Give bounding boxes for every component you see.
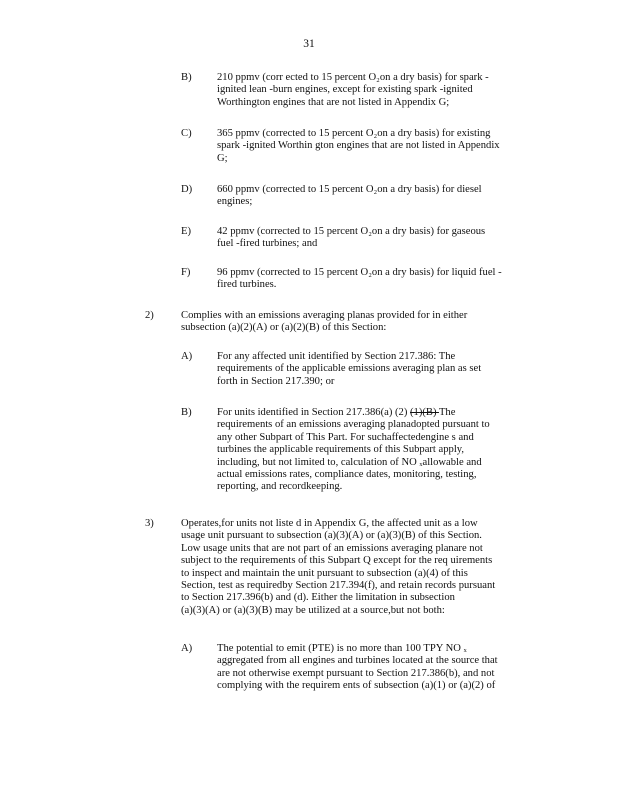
line-prefix: For units identified in Section 217.386(a) (2) <box>217 407 411 418</box>
paragraph-label: 2) <box>145 310 154 321</box>
text-line: complying with the requirem ents of subsection (a)(1) or (a)(2) of <box>217 680 496 692</box>
text-line: Complies with an emissions averaging planas provided for in either <box>181 310 468 321</box>
paragraph-text <box>181 518 495 617</box>
item-label: B) <box>181 72 192 83</box>
text-line <box>217 407 490 419</box>
text-line: actual emissions rates, compliance dates, monitoring, testing, <box>217 469 477 481</box>
line-suffix: The <box>438 407 456 418</box>
item-text <box>217 184 482 209</box>
text-line: fired turbines. <box>217 279 277 291</box>
text-line: aggregated from all engines and turbines located at the source that <box>217 655 498 667</box>
text-line: Section, test as requiredby Section 217.394(f), and retain records pursuant <box>181 580 496 592</box>
text-line: engines; <box>217 196 253 208</box>
item-text <box>217 351 481 388</box>
text-line: reporting, and recordkeeping. <box>217 481 343 493</box>
struck-text: (1)(B) <box>410 407 439 418</box>
text-line: ignited lean -burn engines, except for existing spark -ignited <box>217 84 473 96</box>
item-label: E) <box>181 226 191 237</box>
text-line: subject to the requirements of this Subpart Q except for the req uirements <box>181 555 493 567</box>
paragraph-label: 3) <box>145 518 154 529</box>
text-line: Operates,for units not liste d in Appendix G, the affected unit as a low <box>181 518 478 529</box>
text-line: requirements of an emissions averaging planadopted pursuant to <box>217 419 490 431</box>
text-line: The potential to emit (PTE) is no more than 100 TPY NO ₓ <box>217 643 467 654</box>
item-label: A) <box>181 643 193 654</box>
item-label: C) <box>181 128 192 139</box>
text-line: For any affected unit identified by Section 217.386: The <box>217 351 456 362</box>
text-line: subsection (a)(2)(A) or (a)(2)(B) of this Section: <box>181 322 387 334</box>
text-line: to Section 217.396(b) and (d). Either the limitation in subsection <box>181 592 455 604</box>
page-number: 31 <box>303 38 315 50</box>
text-line: Worthington engines that are not listed in Appendix G; <box>217 96 450 108</box>
text-line: requirements of the applicable emissions averaging plan as set <box>217 363 482 375</box>
text-line: 96 ppmv (corrected to 15 percent O₂on a dry basis) for liquid fuel - <box>217 267 502 278</box>
text-line: including, but not limited to, calculation of NO ₓallowable and <box>217 456 482 468</box>
item-text <box>217 407 490 494</box>
item-label: F) <box>181 267 191 278</box>
item-label: D) <box>181 184 193 195</box>
text-line: 210 ppmv (corr ected to 15 percent O₂on a dry basis) for spark - <box>217 72 489 83</box>
text-line: turbines the applicable requirements of this Subpart apply, <box>217 444 465 456</box>
item-text <box>217 226 485 251</box>
text-line: usage unit pursuant to subsection (a)(3)(A) or (a)(3)(B) of this Section. <box>181 530 482 542</box>
item-text <box>217 267 502 292</box>
text-line: forth in Section 217.390; or <box>217 375 335 387</box>
text-line: (a)(3)(A) or (a)(3)(B) may be utilized at a source,but not both: <box>181 604 445 616</box>
text-line: 42 ppmv (corrected to 15 percent O₂on a dry basis) for gaseous <box>217 226 486 237</box>
text-line: Low usage units that are not part of an emissions averaging planare not <box>181 542 483 554</box>
item-label: A) <box>181 351 193 362</box>
text-line: fuel -fired turbines; and <box>217 238 318 250</box>
paragraph-text <box>181 310 467 335</box>
item-text <box>217 128 500 165</box>
item-label: B) <box>181 407 192 418</box>
text-line: 660 ppmv (corrected to 15 percent O₂on a dry basis) for diesel <box>217 184 482 195</box>
text-line: any other Subpart of This Part. For suchaffectedengine s and <box>217 431 474 443</box>
text-line: spark -ignited Worthin gton engines that are not listed in Appendix <box>217 140 500 152</box>
item-text <box>217 643 498 693</box>
item-text <box>217 72 489 109</box>
text-line: are not otherwise exempt pursuant to Section 217.386(b), and not <box>217 667 495 679</box>
text-line: 365 ppmv (corrected to 15 percent O₂on a dry basis) for existing <box>217 128 491 139</box>
text-line: to inspect and maintain the unit pursuant to subsection (a)(4) of this <box>181 567 468 579</box>
text-line: G; <box>217 152 228 164</box>
